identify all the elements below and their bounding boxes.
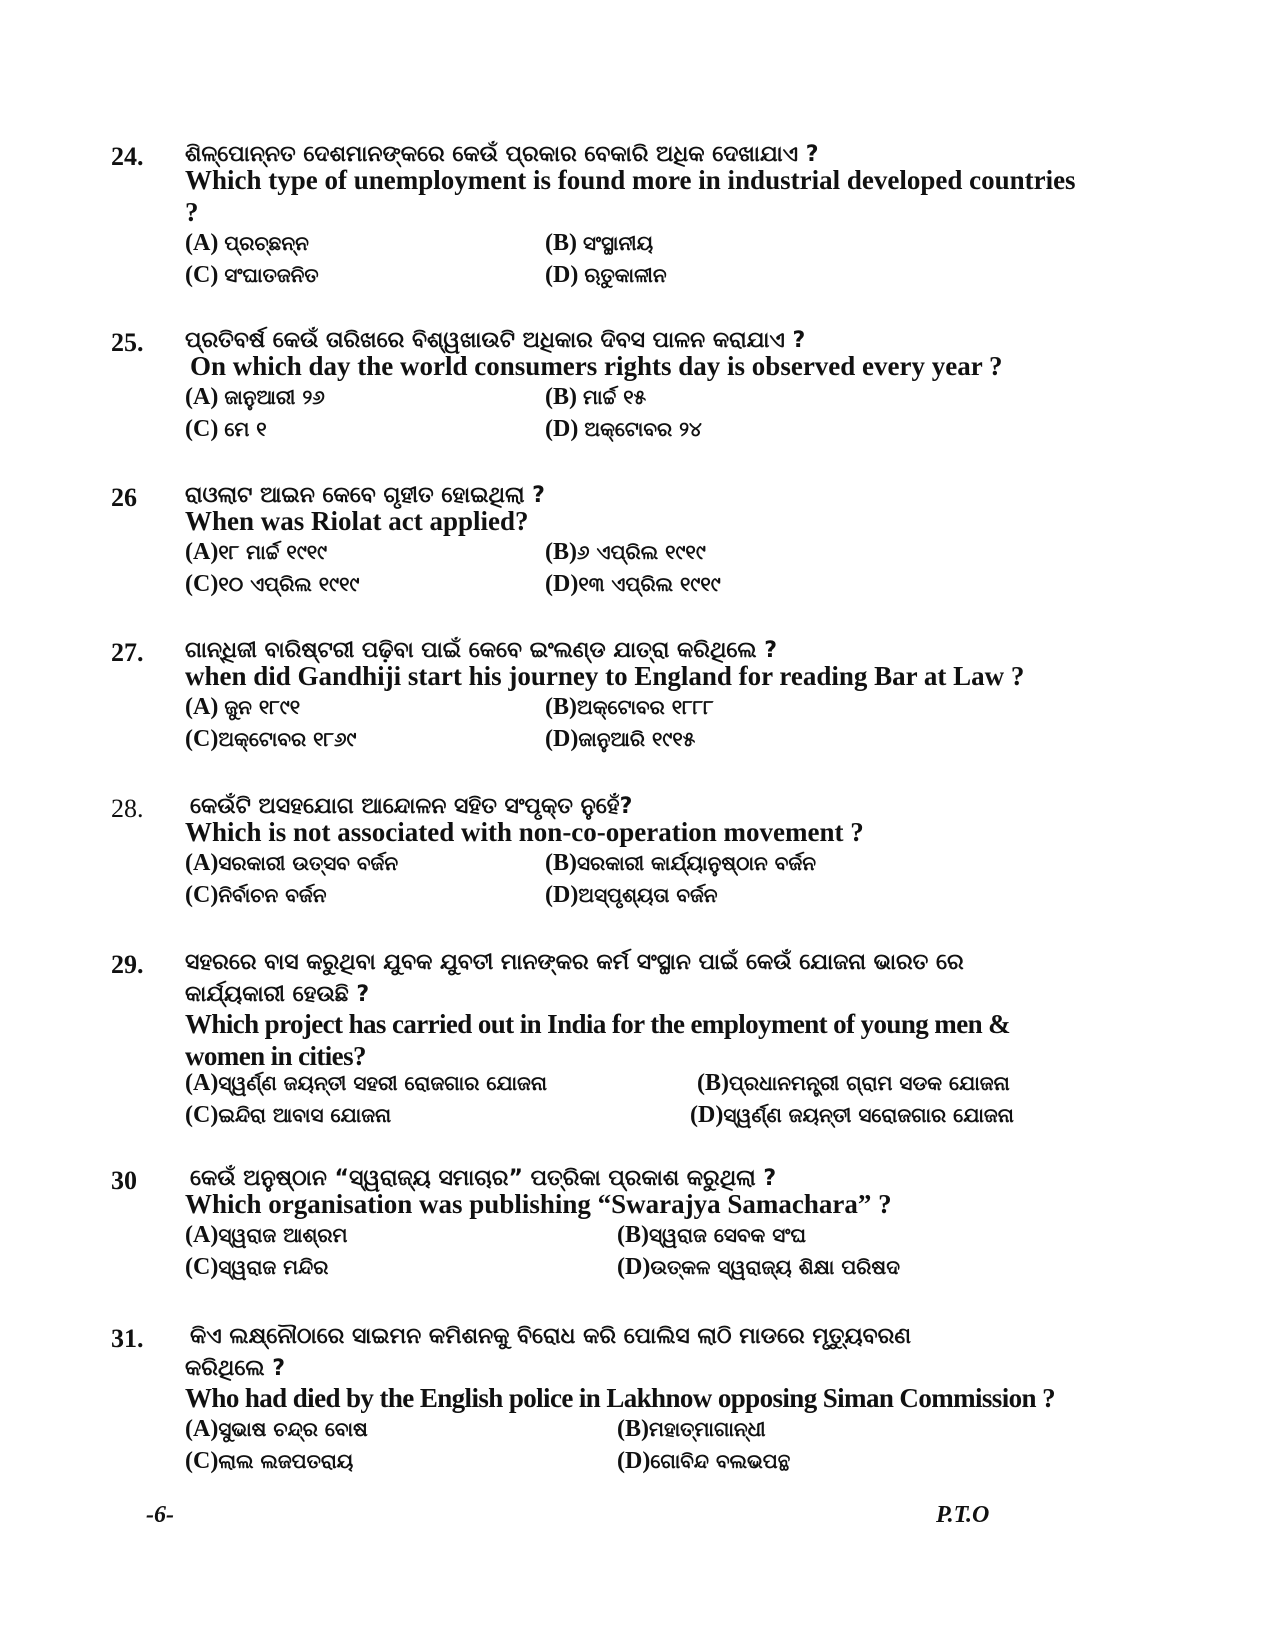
option-d: (D)ଗୋବିନ୍ଦ ବଲଭପନ୍ଥ xyxy=(617,1448,791,1474)
question-number: 29. xyxy=(111,950,144,979)
option-d: (D)ଜାନୁଆରି ୧୯୧୫ xyxy=(545,726,696,752)
option-b: (B) ମାର୍ଚ୍ଚ ୧୫ xyxy=(545,384,647,410)
option-a: (A)ସୁଭାଷ ଚନ୍ଦ୍ର ବୋଷ xyxy=(185,1416,368,1442)
question-english: When was Riolat act applied? xyxy=(185,506,529,536)
question-odia: କେଉଁଟି ଅସହଯୋଗ ଆନ୍ଦୋଳନ ସହିତ ସଂପୃକ୍ତ ନୁହେଁ? xyxy=(190,794,633,819)
option-c: (C)୧୦ ଏପ୍ରିଲ ୧୯୧୯ xyxy=(185,571,360,597)
option-c: (C)ନିର୍ବାଚନ ବର୍ଜନ xyxy=(185,882,327,908)
option-a: (A)ସରକାରୀ ଉତ୍ସବ ବର୍ଜନ xyxy=(185,850,399,876)
question-number: 28. xyxy=(111,794,144,823)
option-b: (B)ପ୍ରଧାନମନ୍ତ୍ରୀ ଗ୍ରାମ ସଡକ ଯୋଜନା xyxy=(697,1070,1010,1096)
option-c: (C)ଇନ୍ଦିରା ଆବାସ ଯୋଜନା xyxy=(185,1102,392,1128)
question-english: Which project has carried out in India for the employment of young men & women in cities? xyxy=(185,1009,1011,1071)
option-d: (D) ଅକ୍ଟୋବର ୨୪ xyxy=(545,416,702,442)
question-number: 24. xyxy=(111,142,144,171)
option-b: (B)ଅକ୍ଟୋବର ୧୮୮୮ xyxy=(545,694,714,720)
option-b: (B)ମହାତ୍ମାଗାନ୍ଧୀ xyxy=(617,1416,766,1442)
question-number: 31. xyxy=(111,1324,144,1353)
question-english: Which organisation was publishing “Swarajya Samachara” ? xyxy=(185,1189,892,1219)
option-b: (B)ସରକାରୀ କାର୍ଯ୍ୟାନୁଷ୍ଠାନ ବର୍ଜନ xyxy=(545,850,817,876)
question-number: 26 xyxy=(111,483,137,512)
question-odia: ରାଓଲାଟ ଆଇନ କେବେ ଗୃହୀତ ହୋଇଥିଲା ? xyxy=(185,483,545,508)
option-c: (C) ମେ ୧ xyxy=(185,416,267,442)
question-odia: ପ୍ରତିବର୍ଷ କେଉଁ ତାରିଖରେ ବିଶ୍ୱଖାଉଟି ଅଧିକାର ଦିବସ ପାଳନ କରାଯାଏ ? xyxy=(185,328,806,353)
question-english: Which is not associated with non-co-operation movement ? xyxy=(185,817,864,847)
question-english: Which type of unemployment is found more in industrial developed countries ? xyxy=(185,165,1076,227)
option-b: (B)୬ ଏପ୍ରିଲ ୧୯୧୯ xyxy=(545,539,706,565)
pto-label: P.T.O xyxy=(936,1502,990,1528)
option-a: (A)ସ୍ୱରାଜ ଆଶ୍ରମ xyxy=(185,1222,348,1248)
question-number: 25. xyxy=(111,328,144,357)
question-odia: ଗାନ୍ଧିଜୀ ବାରିଷ୍ଟରୀ ପଢ଼ିବା ପାଇଁ କେବେ ଇଂଲଣ୍ଡ ଯାତ୍ରା କରିଥିଲେ ? xyxy=(185,638,777,663)
option-d: (D)ଅସ୍ପୃଶ୍ୟତା ବର୍ଜନ xyxy=(545,882,718,908)
option-b: (B)ସ୍ୱରାଜ ସେବକ ସଂଘ xyxy=(617,1222,806,1248)
option-a: (A)୧୮ ମାର୍ଚ୍ଚ ୧୯୧୯ xyxy=(185,539,328,565)
option-c: (C)ସ୍ୱରାଜ ମନ୍ଦିର xyxy=(185,1254,329,1280)
question-english: Who had died by the English police in Lakhnow opposing Siman Commission ? xyxy=(185,1383,1055,1413)
question-odia: ଶିଳ୍ପୋନ୍ନତ ଦେଶମାନଙ୍କରେ କେଉଁ ପ୍ରକାର ବେକାରି ଅଧିକ ଦେଖାଯାଏ ? xyxy=(185,142,819,167)
question-odia: କିଏ ଲକ୍ଷ୍ନୌଠାରେ ସାଇମନ କମିଶନକୁ ବିରୋଧ କରି ପୋଲିସ ଲାଠି ମାଡରେ ମୃତ୍ୟୁବରଣ xyxy=(190,1324,911,1349)
question-odia-line2: କାର୍ଯ୍ୟକାରୀ ହେଉଛି ? xyxy=(185,982,370,1007)
option-a: (A)ସ୍ୱର୍ଣ୍ଣ ଜୟନ୍ତୀ ସହରୀ ରୋଜଗାର ଯୋଜନା xyxy=(185,1070,547,1096)
question-number: 27. xyxy=(111,638,144,667)
question-english: when did Gandhiji start his journey to England for reading Bar at Law ? xyxy=(185,661,1025,691)
option-d: (D)ଉତ୍କଳ ସ୍ୱରାଜ୍ୟ ଶିକ୍ଷା ପରିଷଦ xyxy=(617,1254,900,1280)
question-odia: ସହରରେ ବାସ କରୁଥିବା ଯୁବକ ଯୁବତୀ ମାନଙ୍କର କର୍ମ ସଂସ୍ଥାନ ପାଇଁ କେଉଁ ଯୋଜନା ଭାରତ ରେ xyxy=(185,950,964,975)
option-d: (D)୧୩ ଏପ୍ରିଲ ୧୯୧୯ xyxy=(545,571,721,597)
option-d: (D) ଋତୁକାଳୀନ xyxy=(545,262,667,288)
option-b: (B) ସଂସ୍ଥାନୀୟ xyxy=(545,230,654,256)
option-a: (A) ଜାନୁଆରୀ ୨୬ xyxy=(185,384,325,410)
option-c: (C) ସଂଘାତଜନିତ xyxy=(185,262,319,288)
option-a: (A) ଜୁନ ୧୮୯୧ xyxy=(185,694,301,720)
question-odia: କେଉଁ ଅନୁଷ୍ଠାନ “ସ୍ୱରାଜ୍ୟ ସମାଚାର” ପତ୍ରିକା ପ୍ରକାଶ କରୁଥିଲା ? xyxy=(190,1166,777,1191)
question-odia-line2: କରିଥିଲେ ? xyxy=(185,1356,285,1381)
option-a: (A) ପ୍ରଚ୍ଛନ୍ନ xyxy=(185,230,309,256)
question-english: On which day the world consumers rights day is observed every year ? xyxy=(190,351,1003,381)
option-c: (C)ଅକ୍ଟୋବର ୧୮୬୯ xyxy=(185,726,357,752)
option-d: (D)ସ୍ୱର୍ଣ୍ଣ ଜୟନ୍ତୀ ସରୋଜଗାର ଯୋଜନା xyxy=(690,1102,1014,1128)
page-number: -6- xyxy=(146,1502,174,1528)
question-number: 30 xyxy=(111,1166,137,1195)
option-c: (C)ଲାଲ ଲଜପତରାୟ xyxy=(185,1448,354,1474)
